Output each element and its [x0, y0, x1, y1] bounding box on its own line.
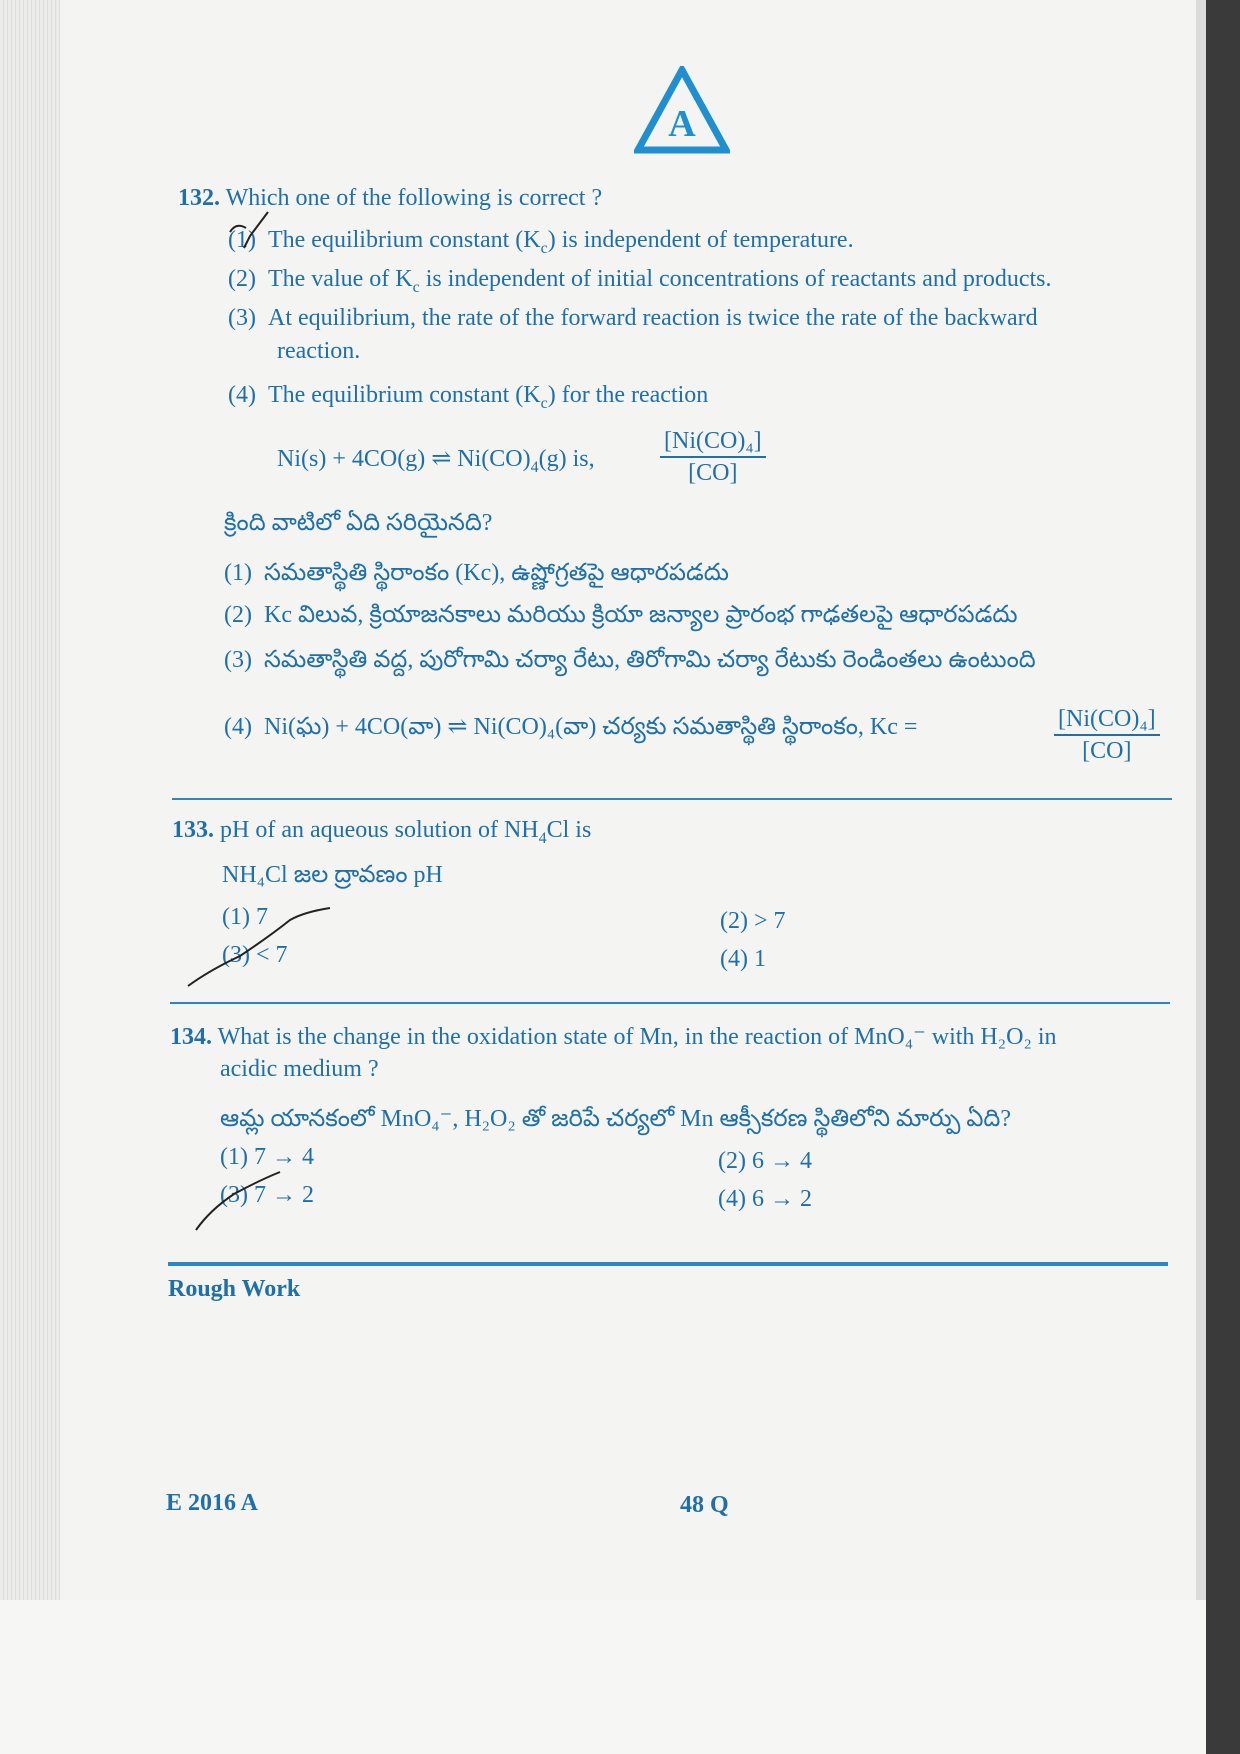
question-133-telugu: NH₄Cl జల ద్రావణం pH — [222, 862, 443, 888]
q132-te-option-2: (2) Kc విలువ, క్రియాజనకాలు మరియు క్రియా జన్యాల ప్రారంభ గాఢతలపై ఆధారపడదు — [224, 602, 1018, 628]
question-number: 132. — [178, 185, 220, 211]
pen-mark-icon — [180, 200, 300, 260]
q132-option-2: (2) The value of $K_c$ is independent of initial concentrations of reactants and products. — [228, 266, 1052, 296]
q134-option-2: (2) 6 → 4 — [718, 1148, 812, 1174]
q132-option-3-cont: reaction. — [277, 338, 361, 364]
q132-option-1: (1) The equilibrium constant $(K_c)$ is independent of temperature. — [228, 227, 854, 257]
q132-option-4: (4) The equilibrium constant $(K_c)$ for the reaction — [228, 382, 709, 412]
pen-tick-icon — [180, 900, 340, 1000]
q132-reaction: Ni(s) + 4CO(g) ⇌ $Ni(CO)_4(g)$ is, — [277, 446, 595, 476]
q134-option-3: (3) 7 → 2 — [220, 1182, 314, 1208]
logo-letter: A — [668, 103, 696, 145]
divider — [170, 1002, 1170, 1004]
q132-te-option-3: (3) సమతాస్థితి వద్ద, పురోగామి చర్యా రేటు, తిరోగామి చర్యా రేటుకు రెండింతలు ఉంటుంది — [224, 647, 1036, 673]
q133-option-1: (1) 7 — [222, 904, 268, 930]
booklet-series-logo — [634, 66, 730, 154]
q133-option-2: (2) > 7 — [720, 908, 786, 934]
page-number: 48 Q — [680, 1492, 729, 1518]
question-133: 133. pH of an aqueous solution of $NH_4Cl$ is — [172, 817, 592, 847]
question-text: Which one of the following is correct ? — [225, 185, 603, 211]
question-134-telugu: ఆమ్ల యానకంలో MnO₄⁻, H₂O₂ తో జరిపే చర్యలో Mn ఆక్సీకరణ స్థితిలోని మార్పు ఏది? — [220, 1106, 1012, 1132]
question-134: 134. What is the change in the oxidation state of Mn, in the reaction of MnO₄⁻ with H₂O₂ in — [170, 1024, 1057, 1050]
scan-background — [1206, 0, 1240, 1754]
equilibrium-arrow: ⇌ — [431, 446, 452, 472]
question-134-cont: acidic medium ? — [220, 1056, 379, 1082]
q132-te-fraction: $\frac{\text{[Ni(CO)₄]}}{[CO]}$ — [1054, 704, 1160, 766]
q132-option-3: (3) At equilibrium, the rate of the forward reaction is twice the rate of the backward — [228, 305, 1038, 331]
q134-option-1: (1) 7 → 4 — [220, 1144, 314, 1170]
q132-te-option-4: (4) Ni(ఘ) + 4CO(వా) ⇌ Ni(CO)₄(వా) చర్యకు సమతాస్థితి స్థిరాంకం, Kc = — [224, 714, 918, 740]
q133-option-4: (4) 1 — [720, 946, 766, 972]
q132-te-option-1: (1) సమతాస్థితి స్థిరాంకం (Kc), ఉష్ణోగ్రతపై ఆధారపడదు — [224, 560, 729, 586]
page-stack-edge — [0, 0, 60, 1610]
q134-option-4: (4) 6 → 2 — [718, 1186, 812, 1212]
page-bottom — [0, 1600, 1206, 1754]
rough-work-label: Rough Work — [168, 1276, 301, 1302]
q132-fraction: $\frac{\text{[Ni(CO)₄]}}{[CO]}$ — [660, 426, 766, 488]
question-132-telugu: క్రింది వాటిలో ఏది సరియైనది? — [224, 510, 493, 536]
rough-work-divider — [168, 1262, 1168, 1266]
pen-tick-icon — [190, 1160, 310, 1240]
divider — [172, 798, 1172, 800]
booklet-code: E 2016 A — [166, 1490, 259, 1516]
q133-option-3: (3) < 7 — [222, 942, 288, 968]
